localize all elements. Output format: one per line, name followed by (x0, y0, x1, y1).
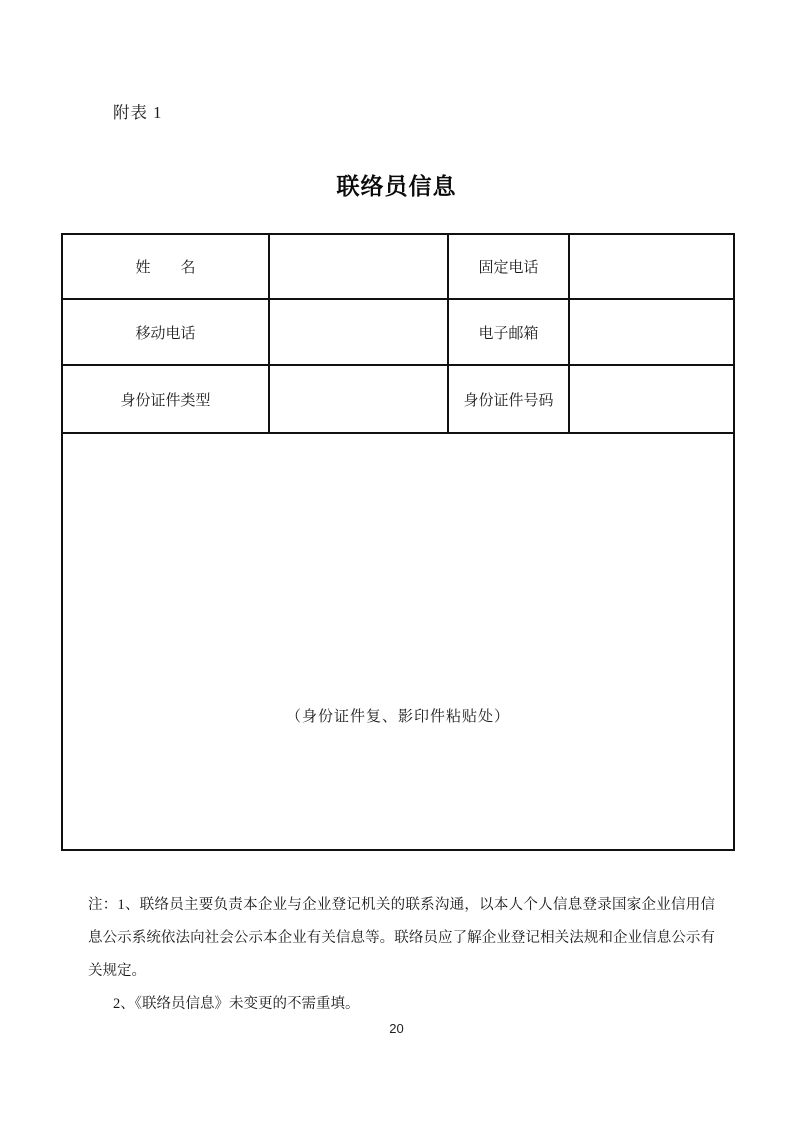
contact-info-table (61, 233, 735, 851)
field-label-mobile-phone: 移动电话 (62, 299, 269, 365)
paste-area-label: （身份证件复、影印件粘贴处） (285, 709, 510, 725)
table-row (62, 234, 734, 299)
annex-label: 附表 1 (113, 103, 163, 122)
field-value-fixed-phone (569, 234, 734, 299)
field-value-mobile-phone (269, 299, 448, 365)
table-row (62, 299, 734, 365)
field-value-name (269, 234, 448, 299)
field-label-fixed-phone: 固定电话 (448, 234, 569, 299)
field-label-name: 姓 名 (62, 234, 269, 299)
field-label-id-type: 身份证件类型 (62, 365, 269, 433)
page-title: 联络员信息 (336, 173, 457, 199)
notes-section (88, 889, 715, 1021)
field-label-email: 电子邮箱 (448, 299, 569, 365)
field-label-id-number: 身份证件号码 (448, 365, 569, 433)
table-row (62, 365, 734, 433)
id-copy-paste-area (62, 433, 734, 850)
field-value-id-number (569, 365, 734, 433)
field-value-id-type (269, 365, 448, 433)
note-item-1: 注：1、联络员主要负责本企业与企业登记机关的联系沟通，以本人个人信息登录国家企业信用信息公示系统依法向社会公示本企业有关信息等。联络员应了解企业登记相关法规和企业信息公示有关规定。 (88, 897, 715, 979)
field-value-email (569, 299, 734, 365)
table-row (62, 433, 734, 850)
note-item-2: 2、《联络员信息》未变更的不需重填。 (113, 996, 360, 1012)
page-number: 20 (389, 1021, 404, 1036)
